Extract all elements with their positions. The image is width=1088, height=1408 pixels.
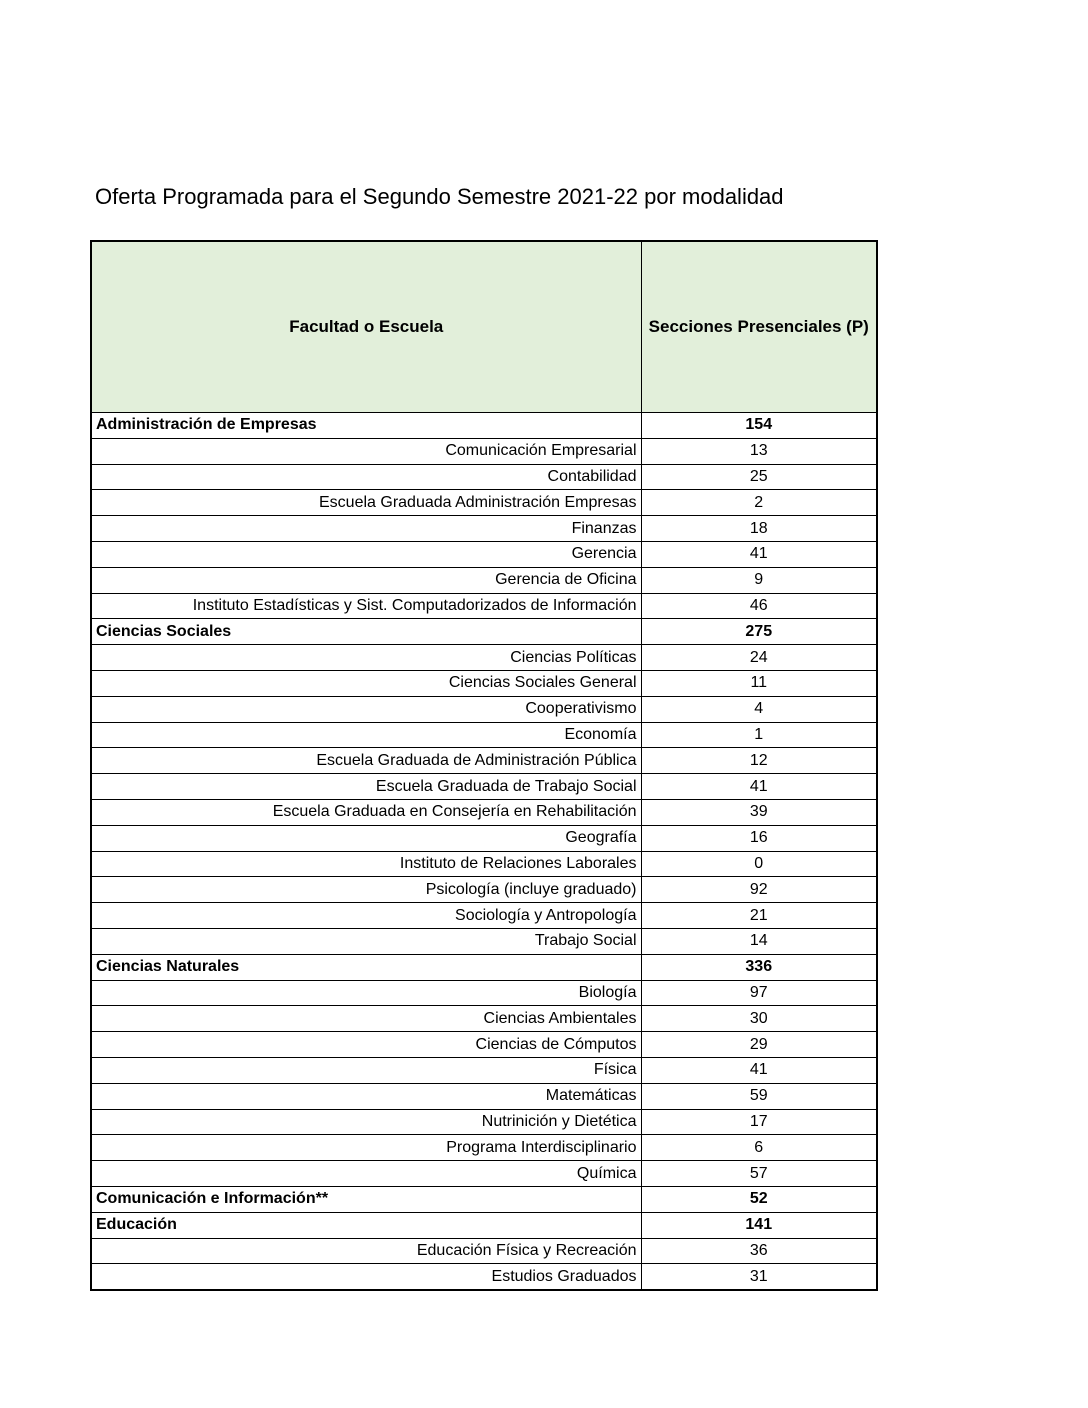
department-row <box>91 1109 877 1135</box>
department-row <box>91 1006 877 1032</box>
department-row <box>91 1083 877 1109</box>
department-sections-count: 46 <box>641 593 877 619</box>
department-sections-count: 6 <box>641 1135 877 1161</box>
department-sections-count: 31 <box>641 1264 877 1290</box>
faculty-name: Administración de Empresas <box>91 413 641 439</box>
department-sections-count: 25 <box>641 464 877 490</box>
department-name: Economía <box>91 722 641 748</box>
department-row <box>91 851 877 877</box>
offer-table <box>90 240 878 1291</box>
faculty-name: Educación <box>91 1212 641 1238</box>
department-sections-count: 97 <box>641 980 877 1006</box>
department-name: Cooperativismo <box>91 696 641 722</box>
department-name: Instituto Estadísticas y Sist. Computadorizados de Información <box>91 593 641 619</box>
department-sections-count: 0 <box>641 851 877 877</box>
department-sections-count: 12 <box>641 748 877 774</box>
department-name: Educación Física y Recreación <box>91 1238 641 1264</box>
department-name: Trabajo Social <box>91 928 641 954</box>
faculty-row <box>91 413 877 439</box>
department-sections-count: 29 <box>641 1032 877 1058</box>
faculty-sections-count: 275 <box>641 619 877 645</box>
department-row <box>91 670 877 696</box>
department-sections-count: 24 <box>641 645 877 671</box>
department-row <box>91 593 877 619</box>
department-row <box>91 1161 877 1187</box>
department-name: Escuela Graduada Administración Empresas <box>91 490 641 516</box>
department-name: Sociología y Antropología <box>91 903 641 929</box>
faculty-row <box>91 1212 877 1238</box>
department-row <box>91 464 877 490</box>
department-row <box>91 1032 877 1058</box>
department-name: Psicología (incluye graduado) <box>91 877 641 903</box>
faculty-row <box>91 954 877 980</box>
department-sections-count: 1 <box>641 722 877 748</box>
department-row <box>91 928 877 954</box>
department-name: Escuela Graduada de Trabajo Social <box>91 774 641 800</box>
department-row <box>91 438 877 464</box>
department-sections-count: 92 <box>641 877 877 903</box>
department-name: Escuela Graduada de Administración Pública <box>91 748 641 774</box>
department-sections-count: 13 <box>641 438 877 464</box>
department-sections-count: 57 <box>641 1161 877 1187</box>
header-in-person-sections: Secciones Presenciales (P) <box>641 241 877 413</box>
department-sections-count: 18 <box>641 516 877 542</box>
department-row <box>91 774 877 800</box>
department-name: Geografía <box>91 825 641 851</box>
department-name: Instituto de Relaciones Laborales <box>91 851 641 877</box>
department-name: Contabilidad <box>91 464 641 490</box>
department-row <box>91 645 877 671</box>
department-name: Matemáticas <box>91 1083 641 1109</box>
department-name: Comunicación Empresarial <box>91 438 641 464</box>
department-sections-count: 59 <box>641 1083 877 1109</box>
table-body <box>91 413 877 1291</box>
department-row <box>91 825 877 851</box>
department-sections-count: 16 <box>641 825 877 851</box>
faculty-sections-count: 154 <box>641 413 877 439</box>
department-sections-count: 39 <box>641 799 877 825</box>
department-row <box>91 748 877 774</box>
department-name: Estudios Graduados <box>91 1264 641 1290</box>
department-name: Ciencias de Cómputos <box>91 1032 641 1058</box>
department-name: Química <box>91 1161 641 1187</box>
department-row <box>91 1238 877 1264</box>
department-row <box>91 722 877 748</box>
department-sections-count: 41 <box>641 774 877 800</box>
faculty-row <box>91 619 877 645</box>
faculty-name: Comunicación e Información** <box>91 1186 641 1212</box>
faculty-sections-count: 52 <box>641 1186 877 1212</box>
department-sections-count: 36 <box>641 1238 877 1264</box>
department-row <box>91 490 877 516</box>
department-row <box>91 1135 877 1161</box>
department-name: Ciencias Ambientales <box>91 1006 641 1032</box>
department-name: Nutrinición y Dietética <box>91 1109 641 1135</box>
faculty-sections-count: 141 <box>641 1212 877 1238</box>
department-row <box>91 877 877 903</box>
department-row <box>91 1057 877 1083</box>
department-row <box>91 799 877 825</box>
department-row <box>91 516 877 542</box>
department-row <box>91 696 877 722</box>
faculty-row <box>91 1186 877 1212</box>
page-title: Oferta Programada para el Segundo Semestre 2021-22 por modalidad <box>95 184 784 209</box>
department-sections-count: 9 <box>641 567 877 593</box>
department-row <box>91 903 877 929</box>
department-name: Biología <box>91 980 641 1006</box>
department-sections-count: 11 <box>641 670 877 696</box>
department-name: Ciencias Políticas <box>91 645 641 671</box>
department-sections-count: 30 <box>641 1006 877 1032</box>
department-sections-count: 14 <box>641 928 877 954</box>
department-sections-count: 41 <box>641 1057 877 1083</box>
department-name: Ciencias Sociales General <box>91 670 641 696</box>
department-name: Gerencia de Oficina <box>91 567 641 593</box>
department-sections-count: 2 <box>641 490 877 516</box>
table-header-row <box>91 241 877 413</box>
department-name: Finanzas <box>91 516 641 542</box>
department-sections-count: 21 <box>641 903 877 929</box>
department-sections-count: 17 <box>641 1109 877 1135</box>
department-name: Física <box>91 1057 641 1083</box>
department-name: Programa Interdisciplinario <box>91 1135 641 1161</box>
department-row <box>91 541 877 567</box>
department-name: Escuela Graduada en Consejería en Rehabilitación <box>91 799 641 825</box>
faculty-sections-count: 336 <box>641 954 877 980</box>
department-row <box>91 980 877 1006</box>
department-name: Gerencia <box>91 541 641 567</box>
department-sections-count: 41 <box>641 541 877 567</box>
department-sections-count: 4 <box>641 696 877 722</box>
department-row <box>91 1264 877 1290</box>
header-faculty-school: Facultad o Escuela <box>91 241 641 413</box>
faculty-name: Ciencias Naturales <box>91 954 641 980</box>
faculty-name: Ciencias Sociales <box>91 619 641 645</box>
department-row <box>91 567 877 593</box>
